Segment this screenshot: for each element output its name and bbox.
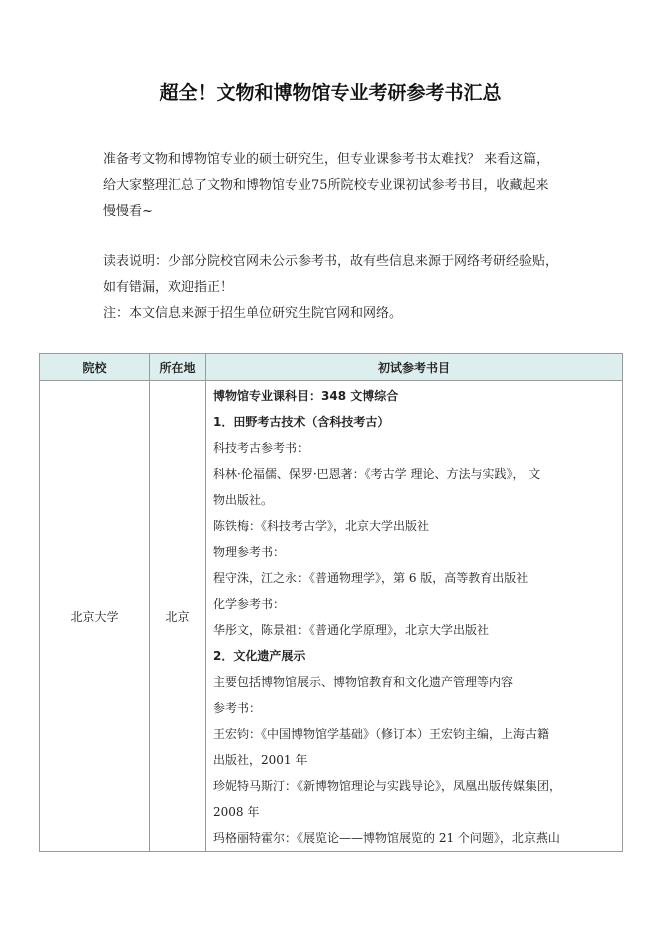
book-line: 程守洙，江之永：《普通物理学》，第 6 版，高等教育出版社 [213,571,529,585]
book-line: 2．文化遗产展示 [213,649,306,663]
table-header-row [40,354,623,381]
book-line: 王宏钧：《中国博物馆学基础》（修订本）王宏钧主编，上海古籍 [213,727,550,741]
book-line: 物出版社。 [213,493,274,507]
book-line: 主要包括博物馆展示、博物馆教育和文化遗产管理等内容 [213,675,514,689]
reading-note-line: 如有错漏，欢迎指正！ [103,280,234,295]
book-line: 科技考古参考书： [213,441,310,455]
book-line: 陈铁梅：《科技考古学》，北京大学出版社 [213,519,430,533]
reading-note-line: 读表说明：少部分院校官网未公示参考书，故有些信息来源于网络考研经验贴， [103,254,559,269]
table-row [40,381,623,852]
book-line: 参考书： [213,701,262,715]
location-cell: 北京 [150,381,206,852]
book-line: 玛格丽特霍尔：《展览论——博物馆展览的 21 个问题》，北京燕山 [213,831,560,845]
books-cell [206,381,623,852]
header-location: 所在地 [150,354,206,381]
intro-line: 准备考文物和博物馆专业的硕士研究生，但专业课参考书太难找？ 来看这篇， [103,152,550,167]
book-line: 化学参考书： [213,597,286,611]
book-line: 物理参考书： [213,545,286,559]
intro-text [103,147,573,327]
page-title: 超全！文物和博物馆专业考研参考书汇总 [159,82,502,104]
book-line: 出版社，2001 年 [213,753,308,767]
book-line: 科林·伦福儒、保罗·巴恩著：《考古学 理论、方法与实践》， 文 [213,467,541,481]
book-line: 1．田野考古技术（含科技考古） [213,415,390,429]
reference-books-table [39,353,623,852]
book-line: 珍妮特马斯汀：《新博物馆理论与实践导论》，凤凰出版传媒集团， [213,779,562,793]
header-school: 院校 [40,354,150,381]
header-books: 初试参考书目 [206,354,623,381]
source-note: 注：本文信息来源于招生单位研究生院官网和网络。 [103,306,403,321]
school-cell: 北京大学 [40,381,150,852]
book-line: 华彤文，陈景祖：《普通化学原理》，北京大学出版社 [213,623,490,637]
book-line: 博物馆专业课科目：348 文博综合 [213,389,399,403]
intro-line: 给大家整理汇总了文物和博物馆专业75所院校专业课初试参考书目，收藏起来 [103,178,549,193]
intro-line: 慢慢看~ [103,204,153,219]
book-line: 2008 年 [213,805,260,819]
